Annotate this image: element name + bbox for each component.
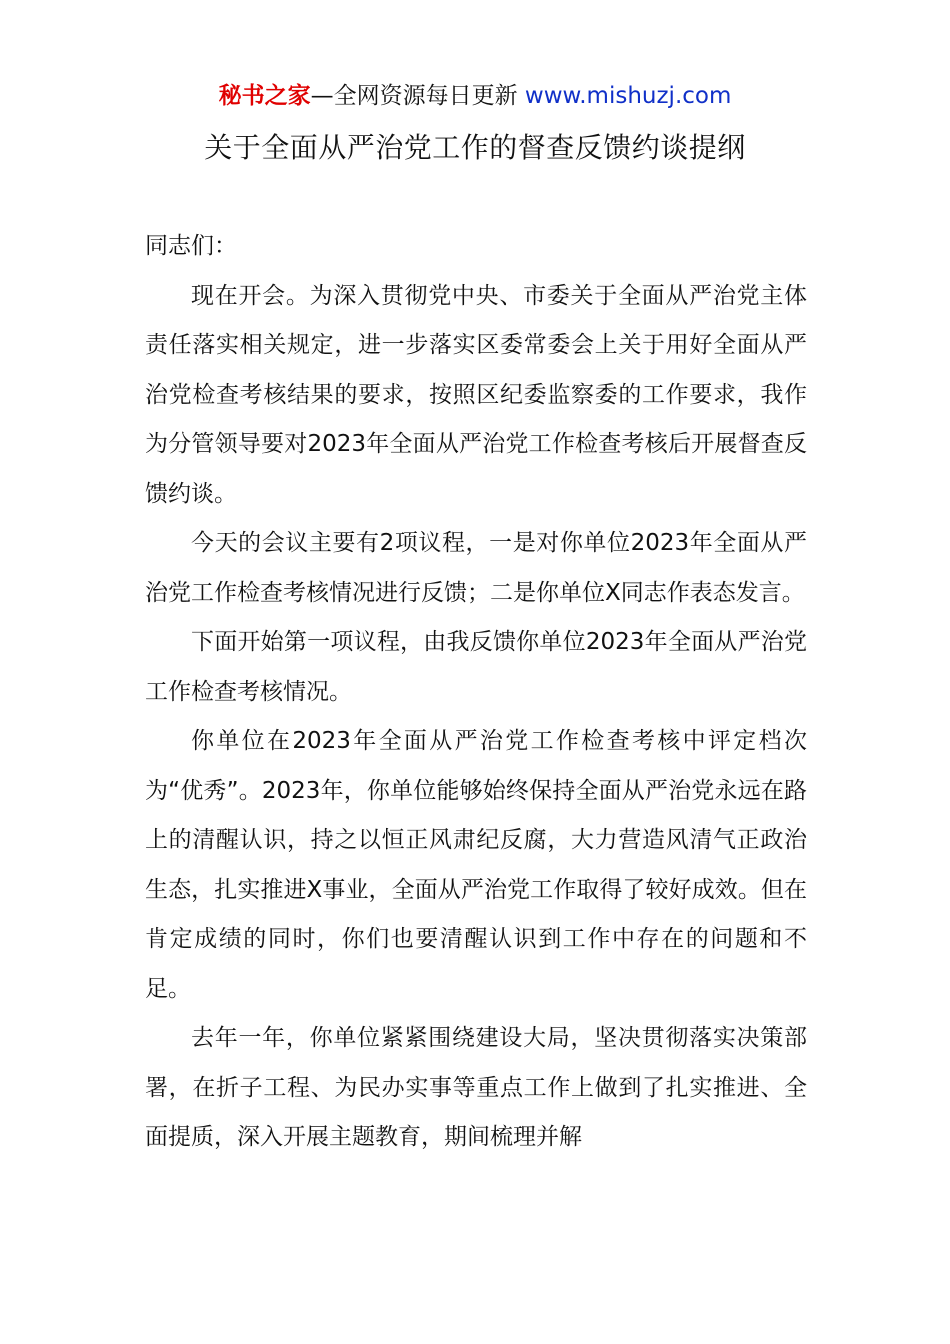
document-title: 关于全面从严治党工作的督查反馈约谈提纲 (204, 131, 746, 164)
paragraph: 下面开始第一项议程，由我反馈你单位2023年全面从严治党工作检查考核情况。 (145, 629, 807, 705)
paragraph: 现在开会。为深入贯彻党中央、市委关于全面从严治党主体责任落实相关规定，进一步落实区委常委会上关于用好全面从严治党检查考核结果的要求，按照区纪委监察委的工作要求，我作为分管领导要对2023年全面从严治党工作检查考核后开展督查反馈约谈。 (145, 282, 807, 507)
paragraph: 去年一年，你单位紧紧围绕建设大局，坚决贯彻落实决策部署，在折子工程、为民办实事等重点工作上做到了扎实推进、全面提质，深入开展主题教育，期间梳理并解 (145, 1025, 807, 1150)
site-banner (0, 80, 950, 112)
site-url-link[interactable]: www.mishuzj.com (524, 83, 732, 109)
document-body (145, 222, 807, 1163)
paragraph: 今天的会议主要有2项议程，一是对你单位2023年全面从严治党工作检查考核情况进行反馈；二是你单位X同志作表态发言。 (145, 530, 807, 606)
banner-tagline: —全网资源每日更新 (310, 83, 518, 109)
salutation: 同志们： (145, 233, 237, 259)
paragraph: 你单位在2023年全面从严治党工作检查考核中评定档次为“优秀”。2023年，你单位能够始终保持全面从严治党永远在路上的清醒认识，持之以恒正风肃纪反腐，大力营造风清气正政治生态，扎实推进X事业，全面从严治党工作取得了较好成效。但在肯定成绩的同时，你们也要清醒认识到工作中存在的问题和不足。 (145, 728, 807, 1002)
brand-name: 秘书之家 (218, 83, 311, 109)
